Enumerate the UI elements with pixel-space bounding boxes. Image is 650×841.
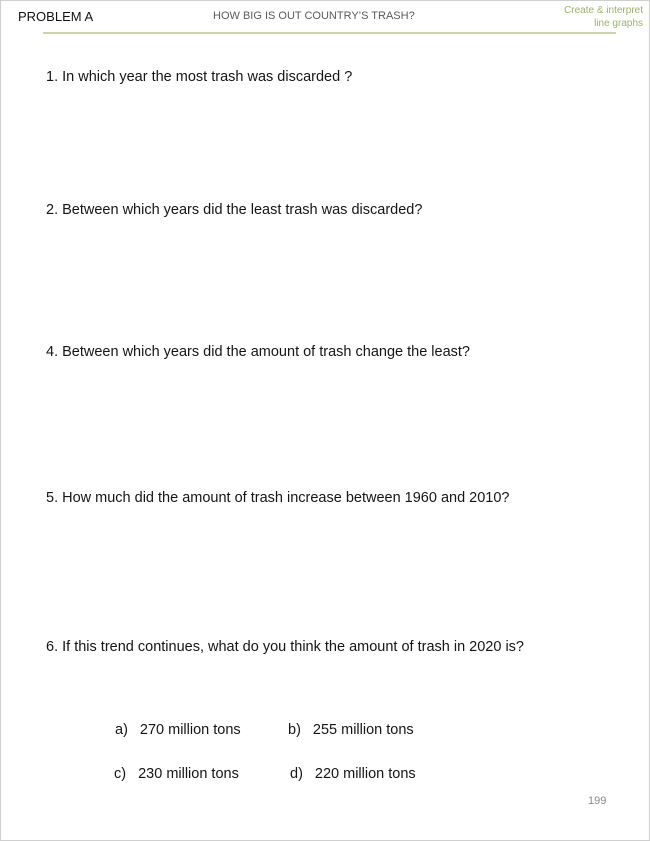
option-letter: a) [115, 722, 128, 738]
answer-option-c [114, 766, 239, 782]
question-2: 2. Between which years did the least trash was discarded? [46, 202, 423, 218]
topic-label-line-1: Create & interpret [564, 5, 643, 16]
header-divider [43, 32, 616, 34]
option-text: 270 million tons [139, 722, 241, 738]
answer-option-b [288, 722, 414, 738]
topic-label [564, 4, 643, 30]
problem-label: PROBLEM A [18, 9, 94, 24]
page-number: 199 [588, 795, 607, 807]
option-text: 220 million tons [314, 766, 416, 782]
topic-label-line-2: line graphs [594, 18, 643, 29]
option-letter: c) [114, 766, 127, 782]
question-1: 1. In which year the most trash was discarded ? [46, 69, 353, 85]
question-5: 5. How much did the amount of trash increase between 1960 and 2010? [46, 490, 510, 506]
answer-option-d [290, 766, 416, 782]
question-4: 4. Between which years did the amount of trash change the least? [46, 344, 470, 360]
answer-option-a [115, 722, 241, 738]
worksheet-title: HOW BIG IS OUT COUNTRY’S TRASH? [213, 10, 415, 22]
option-text: 255 million tons [312, 722, 414, 738]
option-text: 230 million tons [138, 766, 239, 782]
question-6: 6. If this trend continues, what do you think the amount of trash in 2020 is? [46, 639, 524, 655]
option-letter: d) [290, 766, 303, 782]
option-letter: b) [288, 722, 301, 738]
